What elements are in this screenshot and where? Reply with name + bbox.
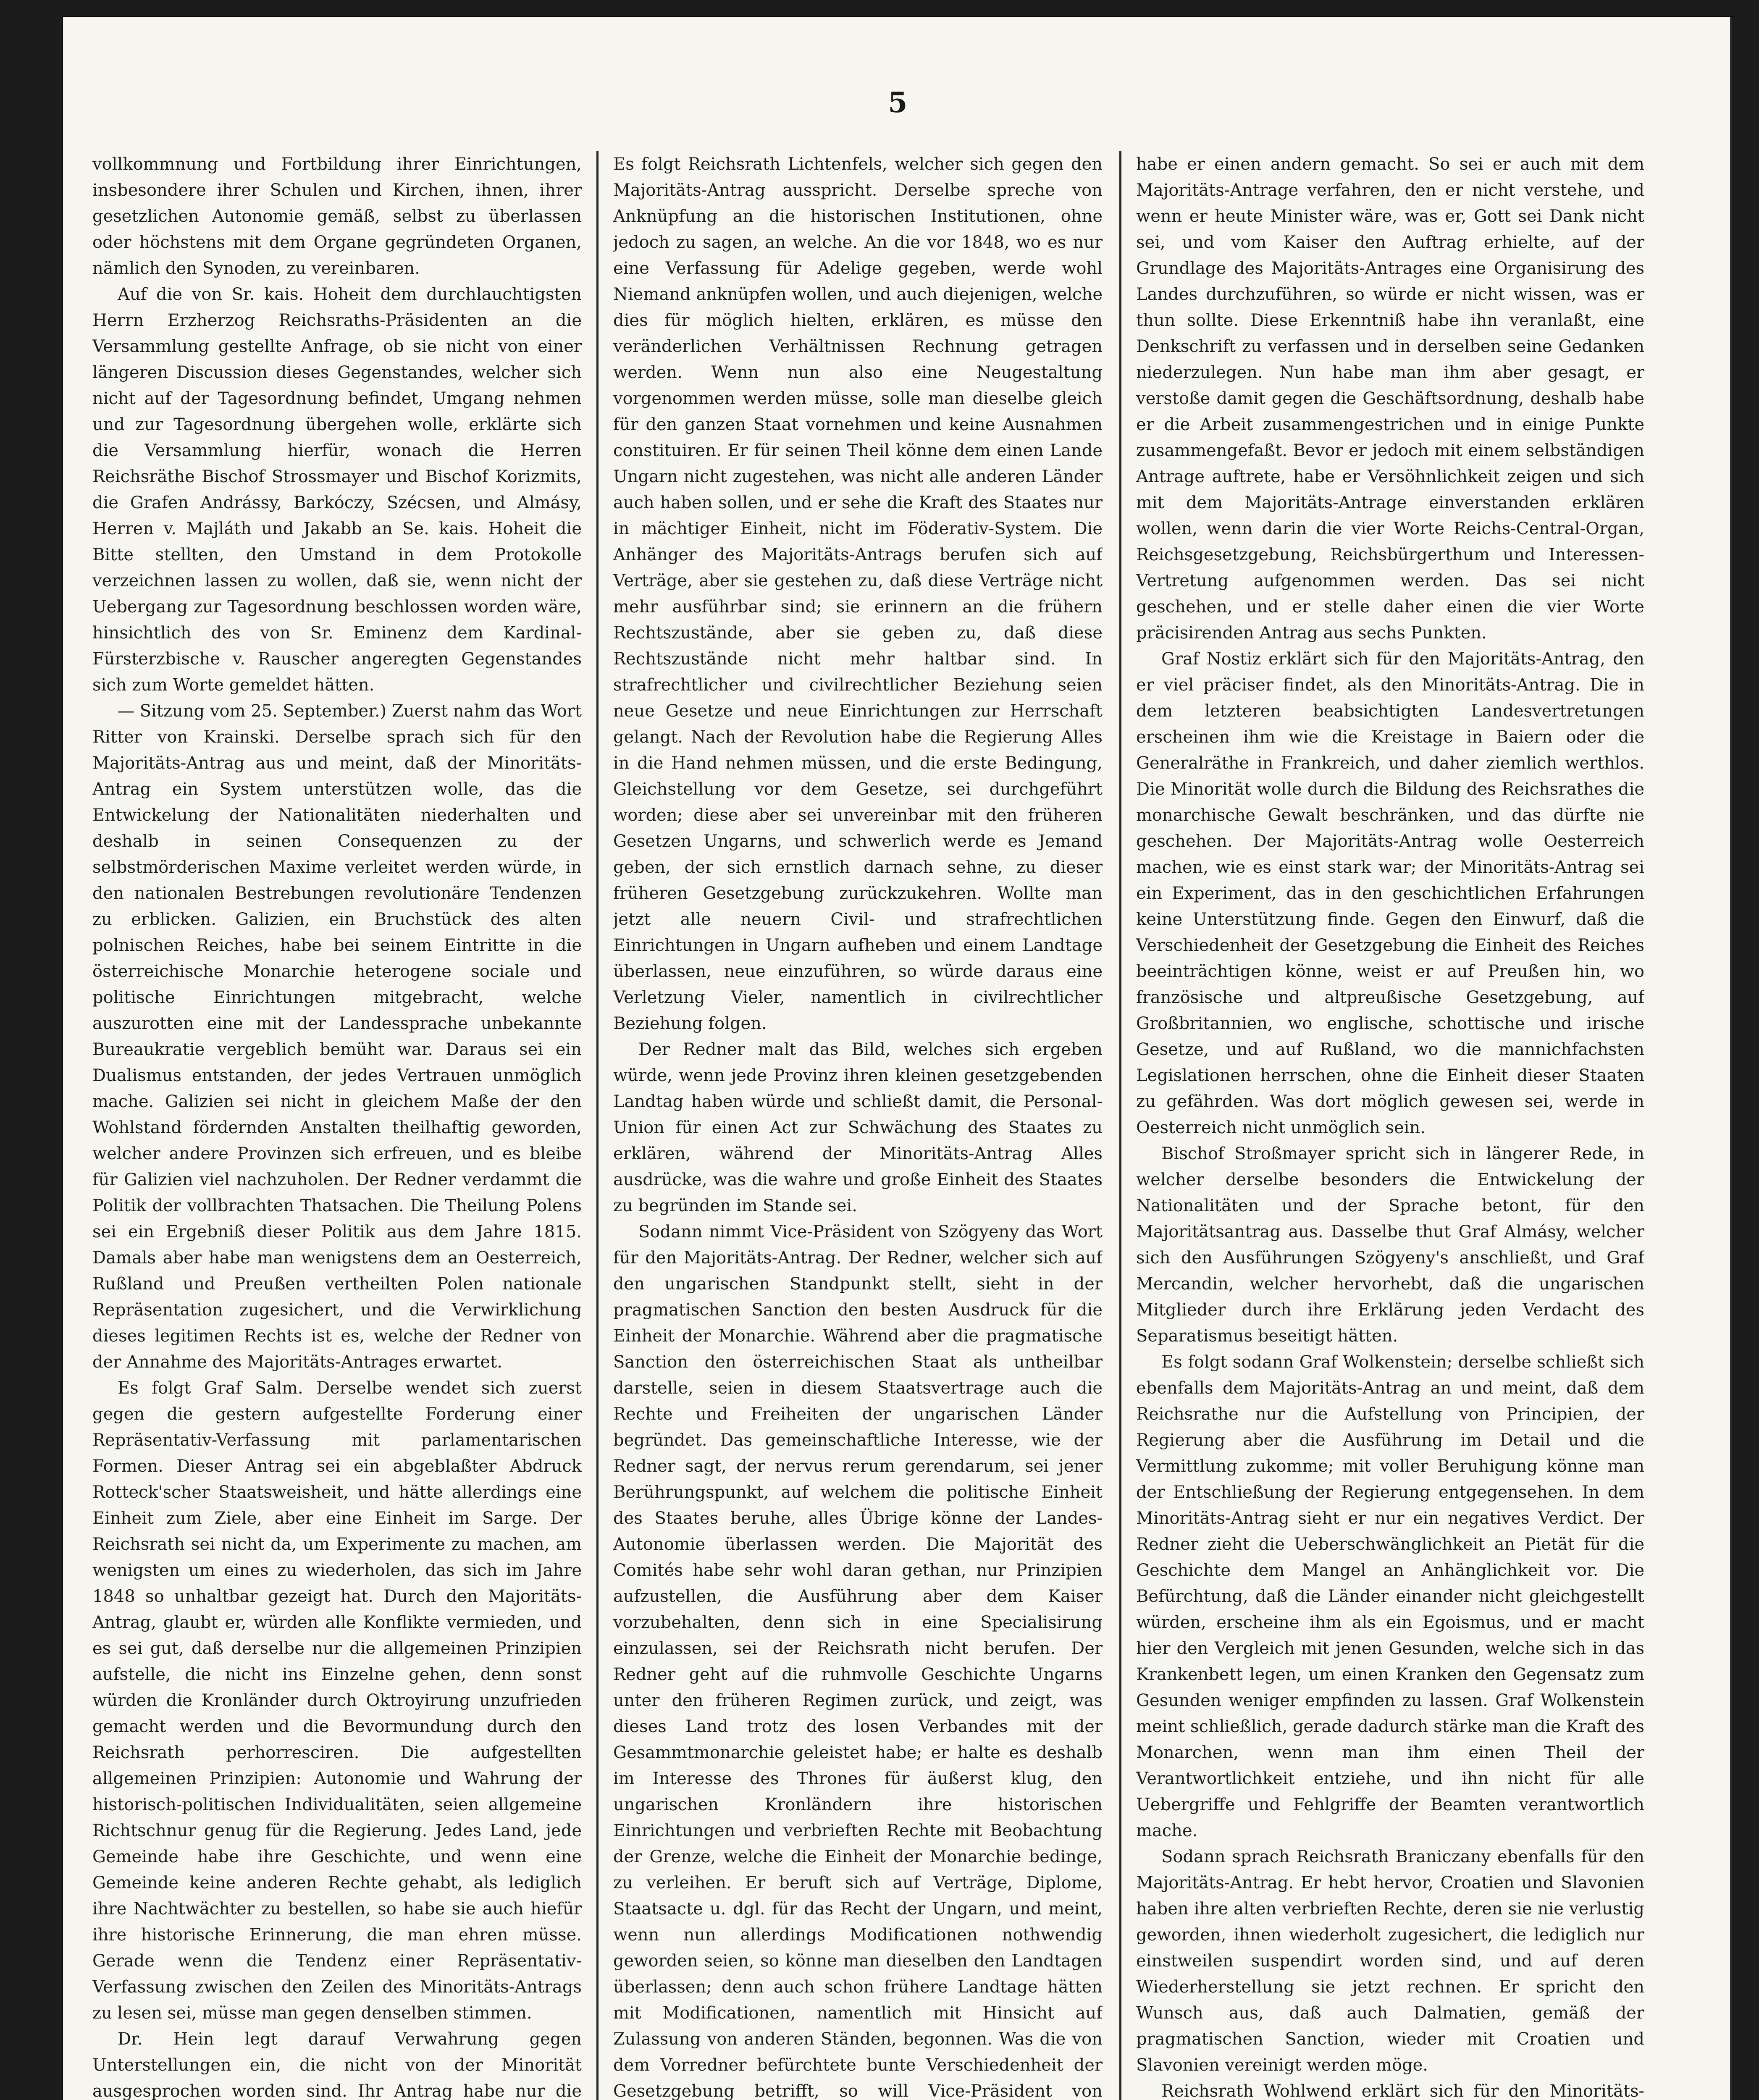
- paragraph: Sodann sprach Reichsrath Braniczany ebenfalls für den Majoritäts-Antrag. Er hebt hervor, Croatien und Slavonien haben ihre alten verbrieften Rechte, deren sie nie verlustig geworden, ihnen wiederholt zugesichert, die lediglich nur einstweilen suspendirt worden sind, und auf deren Wiederherstellung sie jetzt rechnen. Er spricht den Wunsch aus, daß auch Dalmatien, gemäß der pragmatischen Sanction, wieder mit Croatien und Slavonien vereinigt werden möge.: [1136, 1847, 1644, 2075]
- paragraph: Es folgt Reichsrath Lichtenfels, welcher sich gegen den Majoritäts-Antrag ausspricht. Derselbe spreche von Anknüpfung an die historischen Institutionen, ohne jedoch zu sagen, an welche. An die vor 1848, wo es nur eine Verfassung für Adelige gegeben, werde wohl Niemand anknüpfen wollen, und auch diejenigen, welche dies für möglich hielten, erklären, es müsse den veränderlichen Verhältnissen Rechnung getragen werden. Wenn nun also eine Neugestaltung vorgenommen werden müsse, solle man dieselbe gleich für den ganzen Staat vornehmen und keine Ausnahmen constituiren. Er für seinen Theil könne dem einen Lande Ungarn nicht zugestehen, was nicht alle anderen Länder auch haben sollen, und er sehe die Kraft des Staates nur in mächtiger Einheit, nicht im Föderativ-System. Die Anhänger des Majoritäts-Antrags berufen sich auf Verträge, aber sie gestehen zu, daß diese Verträge nicht mehr ausführbar sind; sie erinnern an die frühern Rechtszustände, aber sie geben zu, daß diese Rechtszustände nicht mehr haltbar sind. In strafrechtlicher und civilrechtlicher Beziehung seien neue Gesetze und neue Einrichtungen zur Herrschaft gelangt. Nach der Revolution habe die Regierung Alles in die Hand nehmen müssen, und die erste Bedingung, Gleichstellung vor dem Gesetze, sei durchgeführt worden; diese aber sei unvereinbar mit den früheren Gesetzen Ungarns, und schwerlich werde es Jemand geben, der sich ernstlich darnach sehne, zu dieser früheren Gesetzgebung zurückzukehren. Wollte man jetzt alle neuern Civil- und strafrechtlichen Einrichtungen in Ungarn aufheben und einem Landtage überlassen, neue einzuführen, so würde daraus eine Verletzung Vieler, namentlich in civilrechtlicher Beziehung folgen.: [613, 155, 1103, 1033]
- paragraph: Auf die von Sr. kais. Hoheit dem durchlauchtigsten Herrn Erzherzog Reichsraths-Präsidenten an die Versammlung gestellte Anfrage, ob sie nicht von einer längeren Discussion dieses Gegenstandes, welcher sich nicht auf der Tagesordnung befindet, Umgang nehmen und zur Tagesordnung übergehen wolle, erklärte sich die Versammlung hierfür, wonach die Herren Reichsräthe Bischof Strossmayer und Bischof Korizmits, die Grafen Andrássy, Barkóczy, Szécsen, und Almásy, Herren v. Majláth und Jakabb an Se. kais. Hoheit die Bitte stellten, den Umstand in dem Protokolle verzeichnen lassen zu wollen, daß sie, wenn nicht der Uebergang zur Tagesordnung beschlossen worden wäre, hinsichtlich des von Sr. Eminenz dem Kardinal-Fürsterzbische v. Rauscher angeregten Gegenstandes sich zum Worte gemeldet hätten.: [92, 285, 582, 695]
- text-column-3: [1136, 151, 1644, 2100]
- paragraph: Der Redner malt das Bild, welches sich ergeben würde, wenn jede Provinz ihren kleinen gesetzgebenden Landtag haben würde und schließt damit, die Personal-Union für einen Act zur Schwächung des Staates zu erklären, während der Minoritäts-Antrag Alles ausdrücke, was die wahre und große Einheit des Staates zu begründen im Stande sei.: [613, 1040, 1103, 1215]
- newspaper-page: [63, 17, 1733, 2100]
- paragraph: Sodann nimmt Vice-Präsident von Szögyeny das Wort für den Majoritäts-Antrag. Der Redner, welcher sich auf den ungarischen Standpunkt stellt, sieht in der pragmatischen Sanction den besten Ausdruck für die Einheit der Monarchie. Während aber die pragmatische Sanction den österreichischen Staat als untheilbar darstelle, seien in diesem Staatsvertrage auch die Rechte und Freiheiten der ungarischen Länder begründet. Das gemeinschaftliche Interesse, wie der Redner sagt, der nervus rerum gerendarum, sei jener Berührungspunkt, auf welchem die politische Einheit des Staates beruhe, alles Übrige könne der Landes-Autonomie überlassen werden. Die Majorität des Comités habe sehr wohl daran gethan, nur Prinzipien aufzustellen, die Ausführung aber dem Kaiser vorzubehalten, denn sich in eine Specialisirung einzulassen, sei der Reichsrath nicht berufen. Der Redner geht auf die ruhmvolle Geschichte Ungarns unter den früheren Regimen zurück, und zeigt, was dieses Land trotz des losen Verbandes mit der Gesammtmonarchie geleistet habe; er halte es deshalb im Interesse des Thrones für äußerst klug, den ungarischen Kronländern ihre historischen Einrichtungen und verbrieften Rechte mit Beobachtung der Grenze, welche die Einheit der Monarchie bedinge, zu verleihen. Er beruft sich auf Verträge, Diplome, Staatsacte u. dgl. für das Recht der Ungarn, und meint, wenn nun allerdings Modificationen nothwendig geworden seien, so könne man dieselben den Landtagen überlassen; denn auch schon frühere Landtage hätten mit Modificationen, namentlich mit Hinsicht auf Zulassung von anderen Ständen, begonnen. Was die von dem Vorredner befürchtete bunte Verschiedenheit der Gesetzgebung betrifft, so will Vice-Präsident von: [613, 1222, 1103, 2100]
- paragraph: Es folgt sodann Graf Wolkenstein; derselbe schließt sich ebenfalls dem Majoritäts-Antrag an und meint, daß dem Reichsrathe nur die Aufstellung von Principien, der Regierung aber die Ausführung im Detail und die Vermittlung zukomme; mit voller Beruhigung könne man der Entschließung der Regierung entgegensehen. In dem Minoritäts-Antrag sieht er nur ein negatives Verdict. Der Redner zieht die Ueberschwänglichkeit an Pietät für die Geschichte dem Mangel an Anhänglichkeit vor. Die Befürchtung, daß die Länder einander nicht gleichgestellt würden, erscheine ihm als ein Egoismus, und er macht hier den Vergleich mit jenen Gesunden, welche sich in das Krankenbett legen, um einen Kranken den Gegensatz zum Gesunden weniger empfinden zu lassen. Graf Wolkenstein meint schließlich, gerade dadurch stärke man die Kraft des Monarchen, wenn man ihm einen Theil der Verantwortlichkeit entziehe, und ihn nicht für alle Uebergriffe und Fehlgriffe der Beamten verantwortlich mache.: [1136, 1352, 1644, 1840]
- paragraph: — Sitzung vom 25. September.) Zuerst nahm das Wort Ritter von Krainski. Derselbe sprach sich für den Majoritäts-Antrag aus und meint, daß der Minoritäts-Antrag ein System unterstützen wolle, das die Entwickelung der Nationalitäten niederhalten und deshalb in seinen Consequenzen zu der selbstmörderischen Maxime verleitet werden würde, in den nationalen Bestrebungen revolutionäre Tendenzen zu erblicken. Galizien, ein Bruchstück des alten polnischen Reiches, habe bei seinem Eintritte in die österreichische Monarchie heterogene sociale und politische Einrichtungen mitgebracht, welche auszurotten eine mit der Landessprache unbekannte Bureaukratie vergeblich bemüht war. Daraus sei ein Dualismus entstanden, der jedes Vertrauen unmöglich mache. Galizien sei nicht in gleichem Maße der den Wohlstand fördernden Anstalten theilhaftig geworden, welcher andere Provinzen sich erfreuen, und es bleibe für Galizien viel nachzuholen. Der Redner verdammt die Politik der vollbrachten Thatsachen. Die Theilung Polens sei ein Ergebniß dieser Politik aus dem Jahre 1815. Damals aber habe man wenigstens dem an Oesterreich, Rußland und Preußen vertheilten Polen nationale Repräsentation zugesichert, und die Verwirklichung dieses legitimen Rechts ist es, welche der Redner von der Annahme des Majoritäts-Antrages erwartet.: [92, 701, 582, 1372]
- page-number: 5: [888, 86, 908, 119]
- paragraph: Es folgt Graf Salm. Derselbe wendet sich zuerst gegen die gestern aufgestellte Forderung einer Repräsentativ-Verfassung mit parlamentarischen Formen. Dieser Antrag sei ein abgeblaßter Abdruck Rotteck'scher Staatsweisheit, und hätte allerdings eine Einheit zum Ziele, aber eine Einheit im Sarge. Der Reichsrath sei nicht da, um Experimente zu machen, am wenigsten um eines zu wiederholen, das sich im Jahre 1848 so unhaltbar gezeigt hat. Durch den Majoritäts-Antrag, glaubt er, würden alle Konflikte vermieden, und es sei gut, daß derselbe nur die allgemeinen Prinzipien aufstelle, die nicht ins Einzelne gehen, denn sonst würden die Kronländer durch Oktroyirung unzufrieden gemacht werden und die Bevormundung durch den Reichsrath perhorresciren. Die aufgestellten allgemeinen Prinzipien: Autonomie und Wahrung der historisch-politischen Individualitäten, seien allgemeine Richtschnur genug für die Regierung. Jedes Land, jede Gemeinde habe ihre Geschichte, und wenn eine Gemeinde keine anderen Rechte gehabt, als lediglich ihre Nachtwächter zu bestellen, so habe sie auch hiefür ihre historische Erinnerung, die man ehren müsse. Gerade wenn die Tendenz einer Repräsentativ-Verfassung zwischen den Zeilen des Minoritäts-Antrags zu lesen sei, müsse man gegen denselben stimmen.: [92, 1378, 582, 2023]
- text-column-2: [613, 151, 1103, 2100]
- paragraph: Graf Nostiz erklärt sich für den Majoritäts-Antrag, den er viel präciser findet, als den Minoritäts-Antrag. Die in dem letzteren beabsichtigten Landesvertretungen erscheinen ihm wie die Kreistage in Baiern oder die Generalräthe in Frankreich, und daher ziemlich werthlos. Die Minorität wolle durch die Bildung des Reichsrathes die monarchische Gewalt beschränken, und das dürfte nie geschehen. Der Majoritäts-Antrag wolle Oesterreich machen, wie es einst stark war; der Minoritäts-Antrag sei ein Experiment, das in den geschichtlichen Erfahrungen keine Unterstützung finde. Gegen den Einwurf, daß die Verschiedenheit der Gesetzgebung die Einheit des Reiches beeinträchtigen könne, weist er auf Preußen hin, wo französische und altpreußische Gesetzgebung, auf Großbritannien, wo englische, schottische und irische Gesetze, und auf Rußland, wo die mannichfachsten Legislationen herrschen, ohne die Einheit dieser Staaten zu gefährden. Was dort möglich gewesen sei, werde in Oesterreich nicht unmöglich sein.: [1136, 649, 1644, 1137]
- paragraph: Dr. Hein legt darauf Verwahrung gegen Unterstellungen ein, die nicht von der Minorität ausgesprochen worden sind. Ihr Antrag habe nur die: [92, 2029, 582, 2100]
- text-column-1: [92, 151, 582, 2100]
- column-divider: [596, 151, 599, 2100]
- paragraph: Reichsrath Wohlwend erklärt sich für den Minoritäts-: [1161, 2082, 1644, 2100]
- paragraph: Bischof Stroßmayer spricht sich in längerer Rede, in welcher derselbe besonders die Entwickelung der Nationalitäten und der Sprache betont, für den Majoritätsantrag aus. Dasselbe thut Graf Almásy, welcher sich den Ausführungen Szögyeny's anschließt, und Graf Mercandin, welcher hervorhebt, daß die ungarischen Mitglieder durch ihre Erklärung jeden Verdacht des Separatismus beseitigt hätten.: [1136, 1144, 1644, 1346]
- page-border: [1730, 17, 1733, 2100]
- paragraph: vollkommnung und Fortbildung ihrer Einrichtungen, insbesondere ihrer Schulen und Kirchen, ihnen, ihrer gesetzlichen Autonomie gemäß, selbst zu überlassen oder höchstens mit dem Organe gegründeten Organen, nämlich den Synoden, zu vereinbaren.: [92, 155, 582, 278]
- column-divider: [1119, 151, 1121, 2100]
- paragraph: habe er einen andern gemacht. So sei er auch mit dem Majoritäts-Antrage verfahren, den er nicht verstehe, und wenn er heute Minister wäre, was er, Gott sei Dank nicht sei, und vom Kaiser den Auftrag erhielte, auf der Grundlage des Majoritäts-Antrages eine Organisirung des Landes durchzuführen, so würde er nicht wissen, was er thun sollte. Diese Erkenntniß habe ihn veranlaßt, eine Denkschrift zu verfassen und in derselben seine Gedanken niederzulegen. Nun habe man ihm aber gesagt, er verstoße damit gegen die Geschäftsordnung, deshalb habe er die Arbeit zusammengestrichen und in einige Punkte zusammengefaßt. Bevor er jedoch mit einem selbständigen Antrage auftrete, habe er Versöhnlichkeit zeigen und sich mit dem Majoritäts-Antrage einverstanden erklären wollen, wenn darin die vier Worte Reichs-Central-Organ, Reichsgesetzgebung, Reichsbürgerthum und Interessen-Vertretung aufgenommen werden. Das sei nicht geschehen, und er stelle daher einen die vier Worte präcisirenden Antrag aus sechs Punkten.: [1136, 155, 1644, 643]
